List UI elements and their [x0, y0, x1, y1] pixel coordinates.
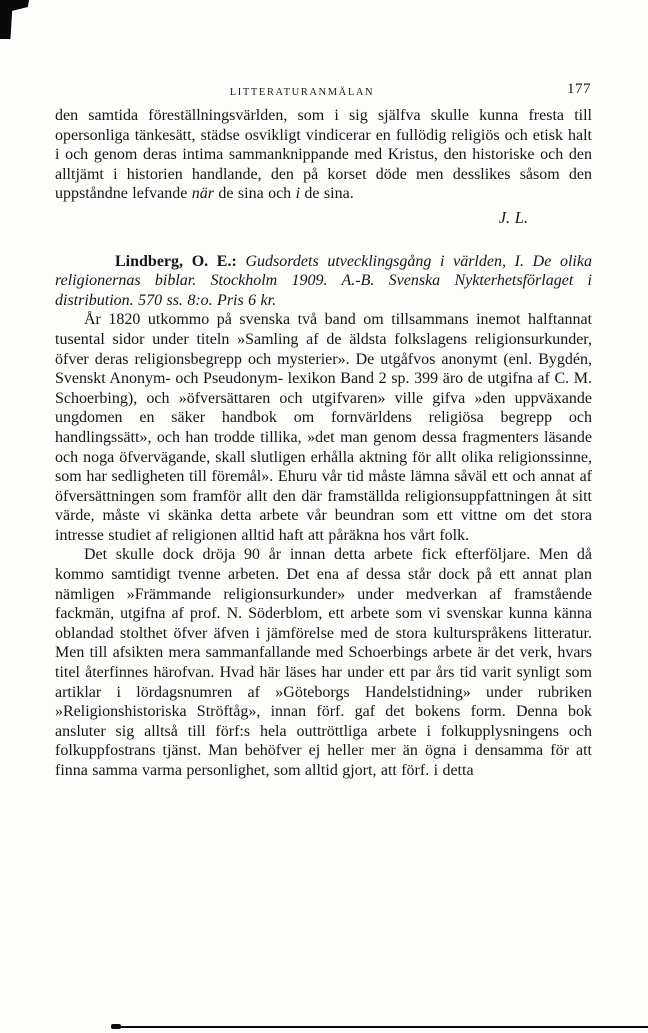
scan-artifact-corner — [0, 0, 29, 39]
text-run: i — [295, 185, 301, 203]
reviewer-signature — [55, 208, 592, 228]
text-run: Lindberg, O. E.: — [115, 252, 246, 270]
text-run: de sina och — [214, 185, 296, 203]
bibliographic-entry — [55, 252, 592, 311]
scan-artifact-bottom-line — [113, 1026, 648, 1028]
text-run: de sina. — [300, 185, 354, 203]
text-run: när — [191, 185, 214, 203]
continuation-paragraph — [55, 106, 592, 204]
review-paragraph-2 — [55, 545, 592, 780]
text-run: År 1820 utkommo på svenska två band om tillsammans inemot halftannat tusental sidor under titeln »Samling af de äldsta folkslagens religionsurkunder, öfver deras religionsbegrepp och mysterier». De utgåfvos anonymt (enl. Bygdén, Svenskt Anonym- och Pseudonym- lexikon Band 2 sp. 399 äro de utgifna af C. M. Schoerbing), och »öfversättaren och utgifvaren» ville gifva »den uppväxande ungdomen en säker handbok om fornvärldens religiösa begrepp och handlingssätt», och han trodde tillika, »det man genom dessa fragmenters läsande och noga öfvervägande, skall slutligen erhålla aktning för allt olika religionssinne, som har sedligheten till föremål». Ehuru vår tid måste lämna såväl ett och annat af öfversättningen som framför allt den där framställda religionsuppfattningen åt sitt värde, måste vi skänka detta arbete vår beundran som ett vittne om det stora intresse studiet af religionen alltid haft att påräkna hos vårt folk. — [55, 311, 592, 544]
text-run: J. L. — [498, 207, 528, 227]
running-head — [55, 81, 592, 104]
section-header: LITTERATURANMÄLAN — [229, 87, 375, 98]
text-run: Det skulle dock dröja 90 år innan detta arbete fick efterföljare. Men då kommo samtidigt tvenne arbeten. Det ena af dessa står dock på ett annat plan nämligen »Främmande religionsurkunder» under medverkan af framstående fackmän, utgifna af prof. N. Söderblom, ett arbete som vi svenskar kunna känna oblandad stolthet öfver äfven i jämförelse med de stora kulturspråkens litteratur. Men till afsikten mera sammanfallande med Schoerbings arbete är det verk, hvars titel återfinnes härofvan. Hvad här läses har under ett par års tid varit synligt som artiklar i lördagsnumren af »Göteborgs Handelstidning» under rubriken »Religionshistoriska Ströftåg», innan förf. gaf det bokens form. Denna bok ansluter sig alltså till förf:s hela outtröttliga arbete i folkupplysningens och folkuppfostrans tjänst. Man behöfver ej heller mer än ögna i densamma för att finna samma varma personlighet, som alltid gjort, att förf. i detta — [55, 546, 592, 779]
review-paragraph-1 — [55, 310, 592, 545]
text-run: den samtida föreställningsvärlden, som i sig själfva skulle kunna fresta till opersonliga tänkesätt, städse osvikligt vindicerar en fullödig religiös och etisk halt i och genom deras intima sammanknippande med Kristus, den historiske och den alltjämt i historien handlande, den på korset döde men desslikes såsom den uppståndne lefvande — [55, 107, 592, 203]
text-run: Gudsordets utvecklingsgång i världen, I. De olika religionernas biblar. Stockholm 1909. A.-B. Svenska Nykterhetsförlaget i distribution. 570 ss. 8:o. Pris 6 kr. — [55, 252, 592, 309]
text-block — [55, 106, 592, 781]
page-number: 177 — [567, 81, 591, 97]
